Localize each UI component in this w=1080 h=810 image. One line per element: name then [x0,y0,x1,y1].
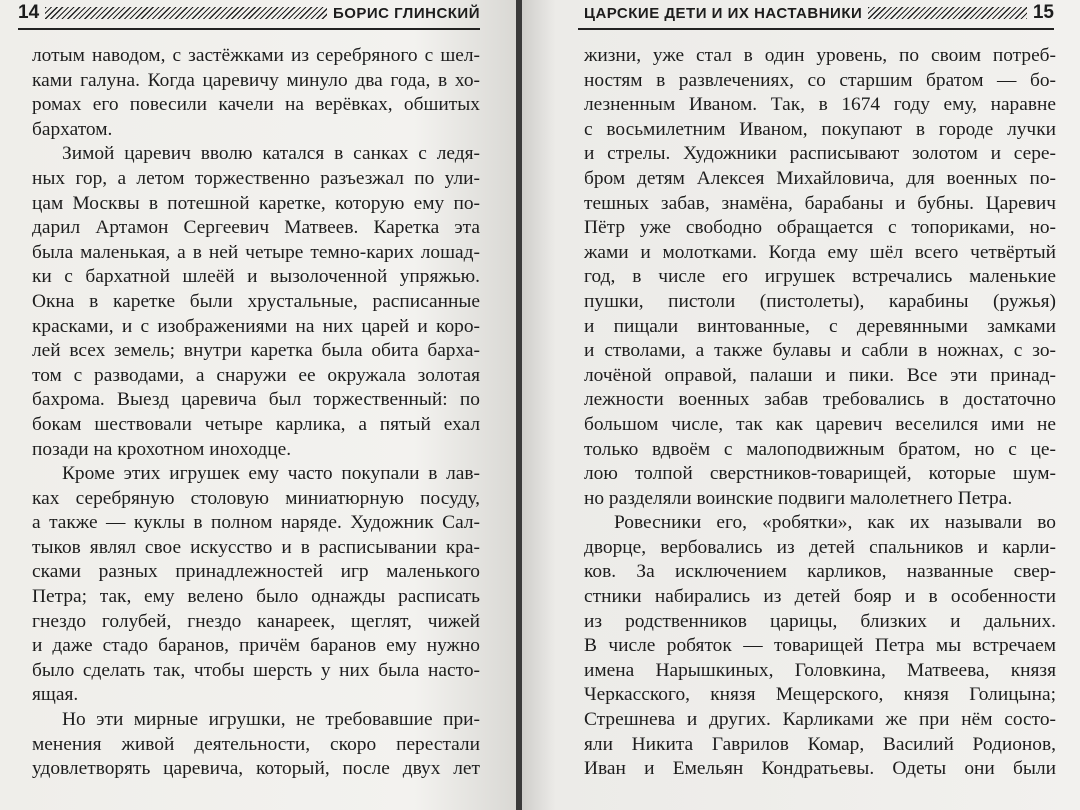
right-page-body [584,44,1056,782]
text-line: лочёной оправой, палаши и пики. Все эти принад- [584,364,1056,386]
text-line: гнездо голубей, гнездо канареек, щеглят, чижей [32,610,480,632]
text-line: менения живой деятельности, скоро перестали [32,733,480,755]
text-line: жизни, уже стал в один уровень, по своим потреб- [584,45,1056,66]
text-line: большом числе, так как царевич веселился ими не [584,413,1056,435]
right-page [522,0,1080,810]
text-line: лезненным Иваном. Так, в 1674 году ему, наравне [584,94,1056,116]
text-line: том с разводами, а снаружи ее окружала золотая [32,364,480,386]
text-line: дарил Артамон Сергеевич Матвеев. Каретка эта [32,217,480,239]
text-line: Стрешнева и других. Карликами же при нём состо- [584,709,1056,731]
right-page-number: 15 [1032,2,1054,23]
text-line: В числе робяток — товарищей Петра мы встречаем [584,635,1056,657]
text-line: была маленькая, а в ней четыре темно-карих лошад- [32,241,480,263]
text-line: тешных забав, знамёна, барабаны и бубны. Царевич [584,192,1056,214]
text-line: Кроме этих игрушек ему часто покупали в лав- [62,463,480,485]
text-line: Но эти мирные игрушки, не требовавшие при- [62,709,480,731]
text-line: имена Нарышкиных, Головкина, Матвеева, князя [584,659,1056,681]
text-line: Пётр уже свободно обращается с топориками, но- [584,217,1056,239]
text-line: яли Никита Гаврилов Комар, Василий Родионов, [584,733,1056,755]
text-line: пушки, пистоли (пистолеты), карабины (ружья) [584,290,1056,312]
left-running-head: БОРИС ГЛИНСКИЙ [332,4,480,22]
text-line: лотым наводом, с застёжками из серебряного с шел- [32,45,480,66]
text-line: и пищали винтованные, с деревянными замками [584,315,1056,337]
text-line: Петра; так, ему велено было однажды расписать [32,586,480,608]
text-line: тыков являл свое искусство и в расписывании кра- [32,536,480,558]
text-line: из родственников царицы, близких и дальних. [584,610,1056,632]
text-line: и стволами, а также булавы и сабли в ножнах, с зо- [584,340,1056,362]
left-page [0,0,518,810]
text-line: позади на крохотном иноходце. [32,438,292,460]
text-line: ностям в развлечениях, со старшим братом — бо- [584,69,1056,91]
text-line: ках серебряную столовую миниатюрную посуду, [32,487,480,509]
left-page-number: 14 [18,2,40,23]
text-line: цам Москвы в потешной каретке, которую ему по- [32,192,480,214]
text-line: жами и молотками. Когда ему шёл всего четвёртый [584,241,1056,263]
text-line: бархатом. [32,118,113,140]
text-line: Зимой царевич вволю катался в санках с ледя- [62,143,480,165]
text-line: год, в числе его игрушек встречались маленькие [584,266,1056,288]
left-page-body [32,44,480,782]
text-line: ков. За исключением карликов, названные свер- [584,561,1056,583]
text-line: ки с бархатной шлеёй и вызолоченной упряжью. [32,266,480,288]
text-line: ных гор, а летом торжественно разъезжал по ули- [32,167,480,189]
text-line: красками, и с изображениями на них царей и коро- [32,315,480,337]
text-line: лою толпой сверстников-товарищей, которые шум- [584,463,1056,485]
text-line: ками галуна. Когда царевичу минуло два года, в хо- [32,69,480,91]
text-line: с восьмилетним Иваном, покупают в городе лучки [584,118,1056,140]
text-line: лежности военных забав требовались в достаточно [584,389,1056,411]
text-line: бром детям Алексея Михайловича, для военных по- [584,167,1056,189]
text-line: бахрома. Выезд царевича был торжественный: по [32,389,480,411]
text-line: бокам шествовали четыре карлика, а пятый ехал [32,413,480,435]
text-line: сками разных принадлежностей игр маленького [32,561,480,583]
text-line: и стрелы. Художники расписывают золотом и сере- [584,143,1056,165]
text-line: ромах его повесили качели на верёвках, обшитых [32,94,480,116]
text-line: дворце, вербовались из детей спальников и карли- [584,536,1056,558]
text-line: ящая. [32,684,79,706]
text-line: и даже стадо баранов, причём баранов ему нужно [32,635,480,657]
left-page-header [18,0,480,26]
text-line: но разделяли воинские подвиги малолетнего Петра. [584,487,1013,509]
text-line: Черкасского, князя Мещерского, князя Голицына; [584,684,1056,706]
text-line: только вдвоём с малоподвижным братом, но с це- [584,438,1056,460]
right-running-head: ЦАРСКИЕ ДЕТИ И ИХ НАСТАВНИКИ [584,4,863,22]
header-ornament-rule [45,7,327,19]
text-line: Ровесники его, «робятки», как их называли во [614,512,1056,534]
text-line: было сделать так, чтобы шерсть у них была насто- [32,659,480,681]
right-page-header [584,0,1054,26]
text-line: лей всех земель; внутри каретка была обита барха- [32,340,480,362]
text-line: стники набирались из детей бояр и в особенности [584,586,1056,608]
header-underline [578,28,1054,30]
header-underline [18,28,480,30]
text-line: а также — куклы в полном наряде. Художник Сал- [32,512,480,534]
header-ornament-rule [868,7,1027,19]
text-line: Окна в каретке были хрустальные, расписанные [32,290,480,312]
text-line: удовлетворять царевича, который, после двух лет [32,758,480,780]
text-line: Иван и Емельян Кондратьевы. Одеты они были [584,758,1056,780]
